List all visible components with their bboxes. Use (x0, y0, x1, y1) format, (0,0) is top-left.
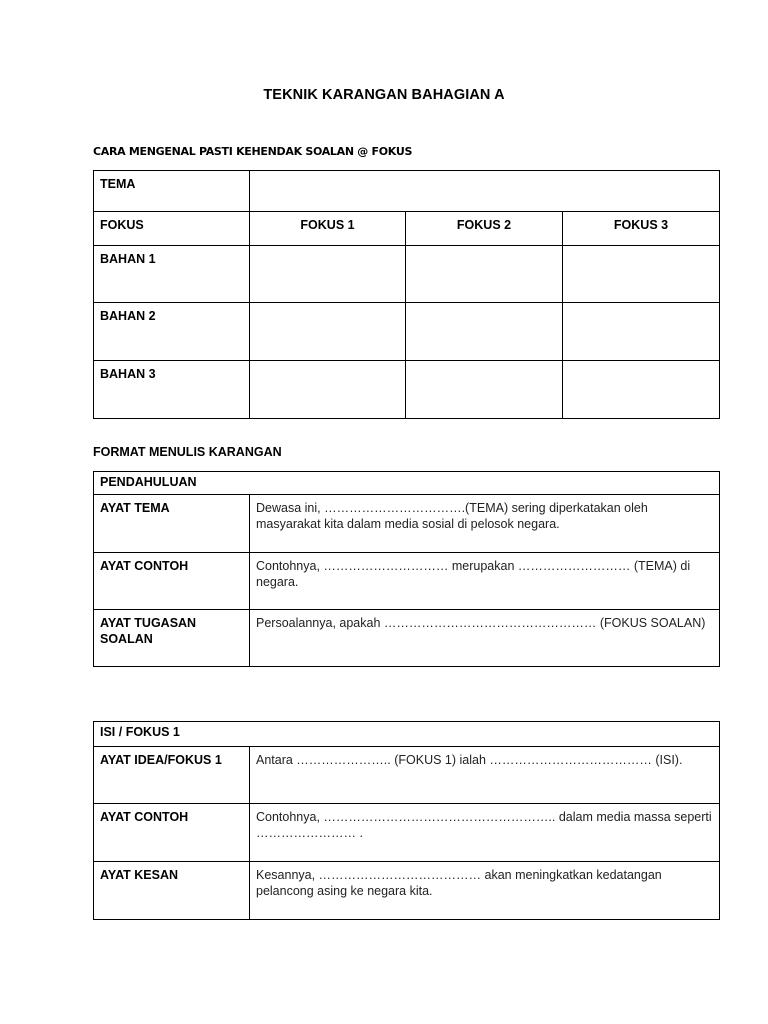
row-label: AYAT CONTOH (94, 804, 250, 862)
bahan-cell (563, 246, 720, 303)
fokus-header-1: FOKUS 1 (250, 212, 406, 246)
tema-cell (250, 171, 720, 212)
page-title: TEKNIK KARANGAN BAHAGIAN A (263, 87, 505, 103)
row-label: AYAT TUGASAN SOALAN (94, 610, 250, 667)
row-text: Persoalannya, apakah …………………………………………… (FOKUS SOALAN) (250, 610, 720, 667)
row-text: Contohnya, ………………………… merupakan ……………………… (TEMA) di negara. (250, 553, 720, 610)
focus-table (93, 170, 720, 419)
pendahuluan-table (93, 471, 720, 667)
bahan-cell (563, 361, 720, 419)
bahan-cell (250, 361, 406, 419)
section-heading-format: FORMAT MENULIS KARANGAN (93, 445, 282, 459)
row-label: AYAT TEMA (94, 495, 250, 553)
bahan-cell (563, 303, 720, 361)
row-label: AYAT CONTOH (94, 553, 250, 610)
row-text: Contohnya, ……………………………………………….. dalam media massa seperti …………………… . (250, 804, 720, 862)
isi-table (93, 721, 720, 920)
bahan-row (94, 303, 720, 361)
bahan-label-3: BAHAN 3 (94, 361, 250, 419)
bahan-row (94, 246, 720, 303)
fokus-header-3: FOKUS 3 (563, 212, 720, 246)
table-row (94, 804, 720, 862)
table-row (94, 862, 720, 920)
isi-header: ISI / FOKUS 1 (94, 722, 720, 747)
row-text: Kesannya, ………………………………… akan meningkatkan kedatangan pelancong asing ke negara kita. (250, 862, 720, 920)
bahan-cell (250, 246, 406, 303)
section-heading-focus: CARA MENGENAL PASTI KEHENDAK SOALAN @ FOKUS (93, 145, 413, 158)
pendahuluan-header-row (94, 472, 720, 495)
pendahuluan-header: PENDAHULUAN (94, 472, 720, 495)
bahan-label-1: BAHAN 1 (94, 246, 250, 303)
bahan-row (94, 361, 720, 419)
table-row (94, 495, 720, 553)
bahan-cell (406, 246, 563, 303)
row-label: AYAT KESAN (94, 862, 250, 920)
row-label: AYAT IDEA/FOKUS 1 (94, 747, 250, 804)
tema-label: TEMA (94, 171, 250, 212)
fokus-row (94, 212, 720, 246)
table-row (94, 747, 720, 804)
fokus-header-2: FOKUS 2 (406, 212, 563, 246)
bahan-cell (250, 303, 406, 361)
table-row (94, 553, 720, 610)
isi-header-row (94, 722, 720, 747)
bahan-cell (406, 303, 563, 361)
fokus-label: FOKUS (94, 212, 250, 246)
table-row (94, 610, 720, 667)
row-text: Antara ………………….. (FOKUS 1) ialah ………………………………… (ISI). (250, 747, 720, 804)
bahan-cell (406, 361, 563, 419)
bahan-label-2: BAHAN 2 (94, 303, 250, 361)
row-text: Dewasa ini, …………………………….(TEMA) sering diperkatakan oleh masyarakat kita dalam media sosial di pelosok negara. (250, 495, 720, 553)
tema-row (94, 171, 720, 212)
